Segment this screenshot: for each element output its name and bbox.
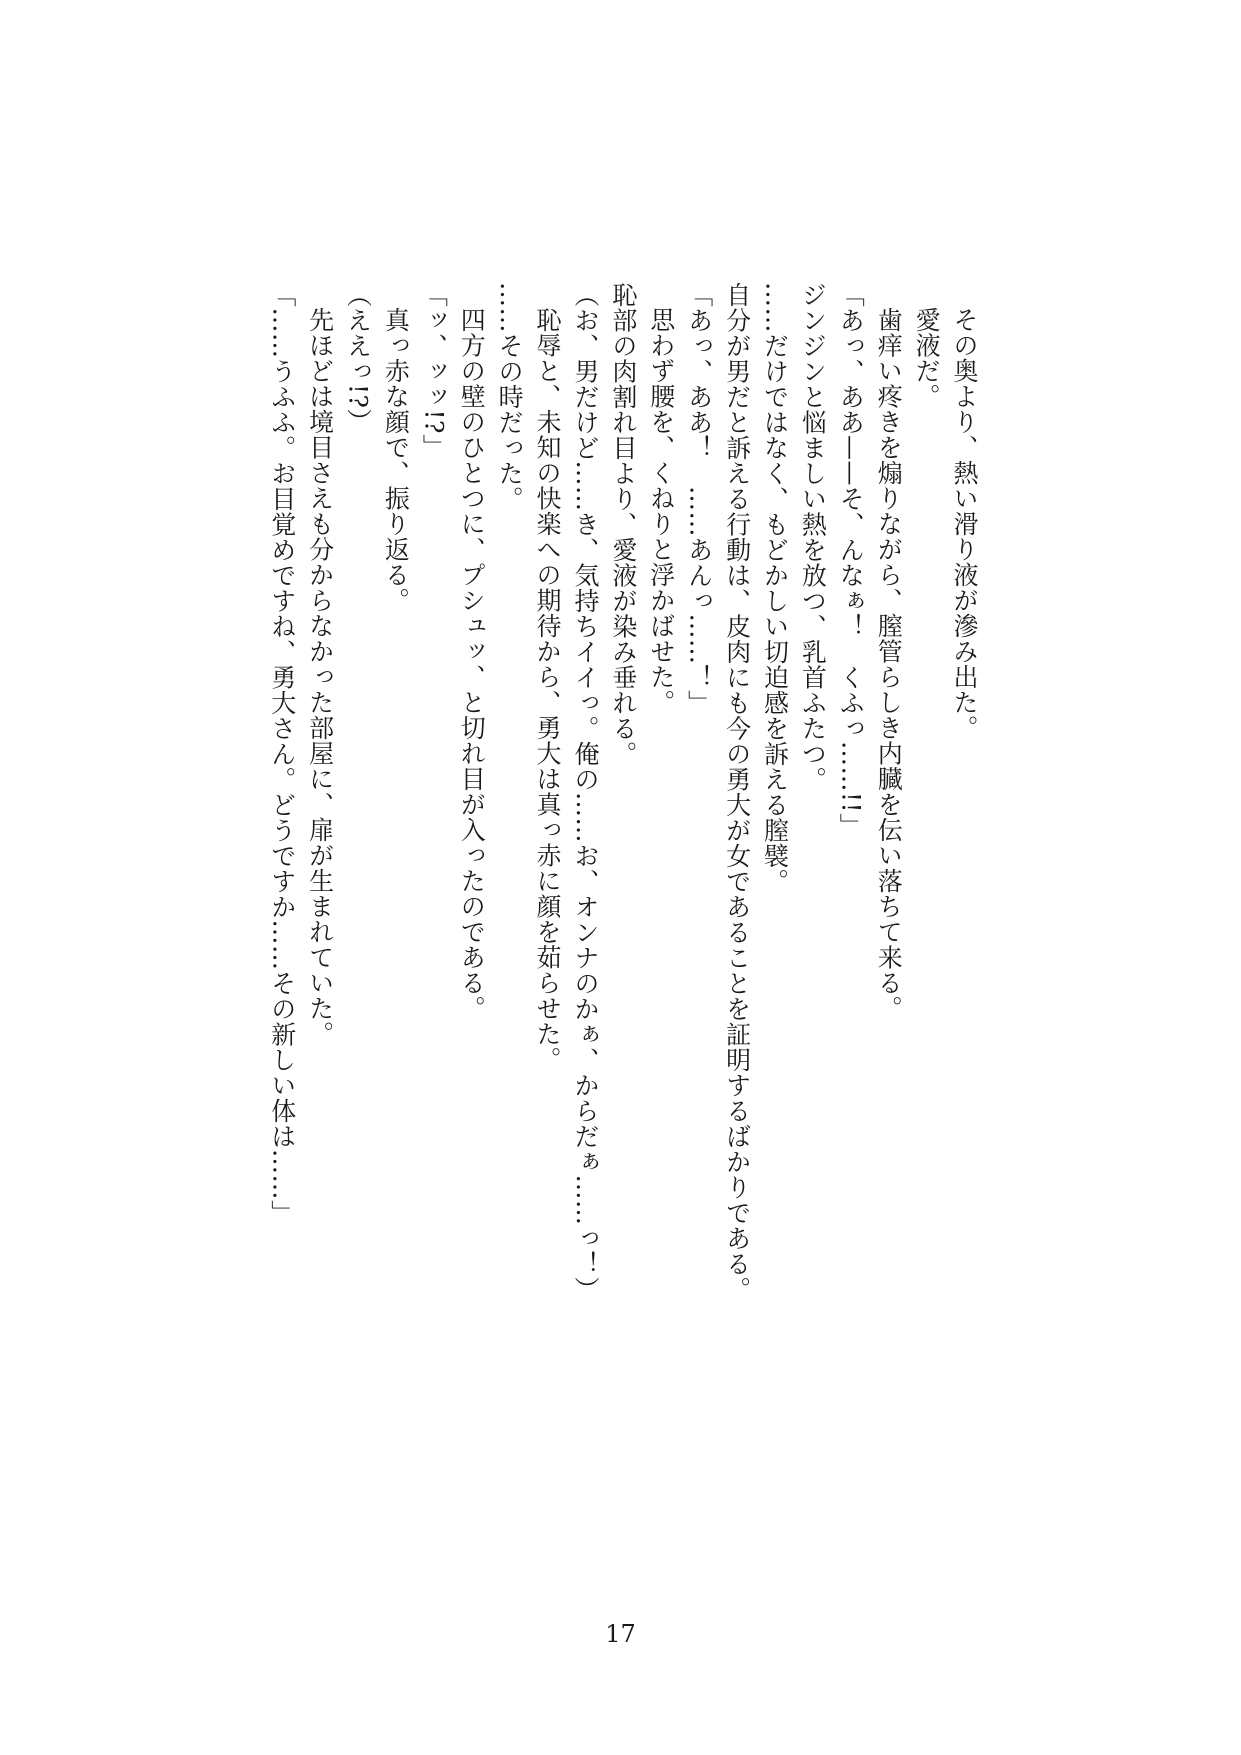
- text-line: ジンジンと悩ましい熱を放つ、乳首ふたつ。: [798, 282, 828, 792]
- text-line: ……その時だった。: [495, 282, 525, 512]
- text-line: その奥より、熱い滑り液が滲み出た。: [950, 307, 979, 741]
- text-line: 歯痒い疼きを煽りながら、膣管らしき内臓を伝い落ちて来る。: [874, 307, 904, 1021]
- text-line: 恥辱と、未知の快楽への期待から、勇大は真っ赤に顔を茹らせた。: [533, 307, 563, 1072]
- vertical-text-body: [263, 282, 983, 1302]
- text-line: （お、男だけど……き、気持ちイイっ。俺の……お、オンナのかぁ、からだぁ……っ！）: [570, 282, 600, 1302]
- text-line: 「あっ、ああ！ ……あんっ……！」: [684, 282, 714, 716]
- text-line: 「……うふふ。お目覚めですね、勇大さん。どうですか……その新しい体は……」: [267, 282, 297, 1226]
- text-line: 真っ赤な顔で、振り返る。: [381, 307, 411, 613]
- text-line: 自分が男だと訴える行動は、皮肉にも今の勇大が女であることを証明するばかりである。: [722, 282, 752, 1302]
- text-line: 愛液だ。: [912, 307, 942, 409]
- text-line: 先ほどは境目さえも分からなかった部屋に、扉が生まれていた。: [305, 307, 335, 1047]
- text-line: 思わず腰を、くねりと浮かばせた。: [646, 307, 676, 715]
- page-number: 17: [605, 1620, 636, 1648]
- text-line: （ええっ!?）: [343, 282, 373, 434]
- text-line: 「ッ、ッッ!?」: [419, 282, 449, 460]
- text-line: ……だけではなく、もどかしい切迫感を訴える膣襞。: [760, 282, 790, 894]
- text-line: 恥部の肉割れ目より、愛液が染み垂れる。: [608, 282, 638, 767]
- text-line: 「あっ、ああ——そ、んなぁ！ くふっ……!!」: [836, 282, 866, 839]
- text-line: 四方の壁のひとつに、プシュッ、と切れ目が入ったのである。: [457, 307, 487, 1021]
